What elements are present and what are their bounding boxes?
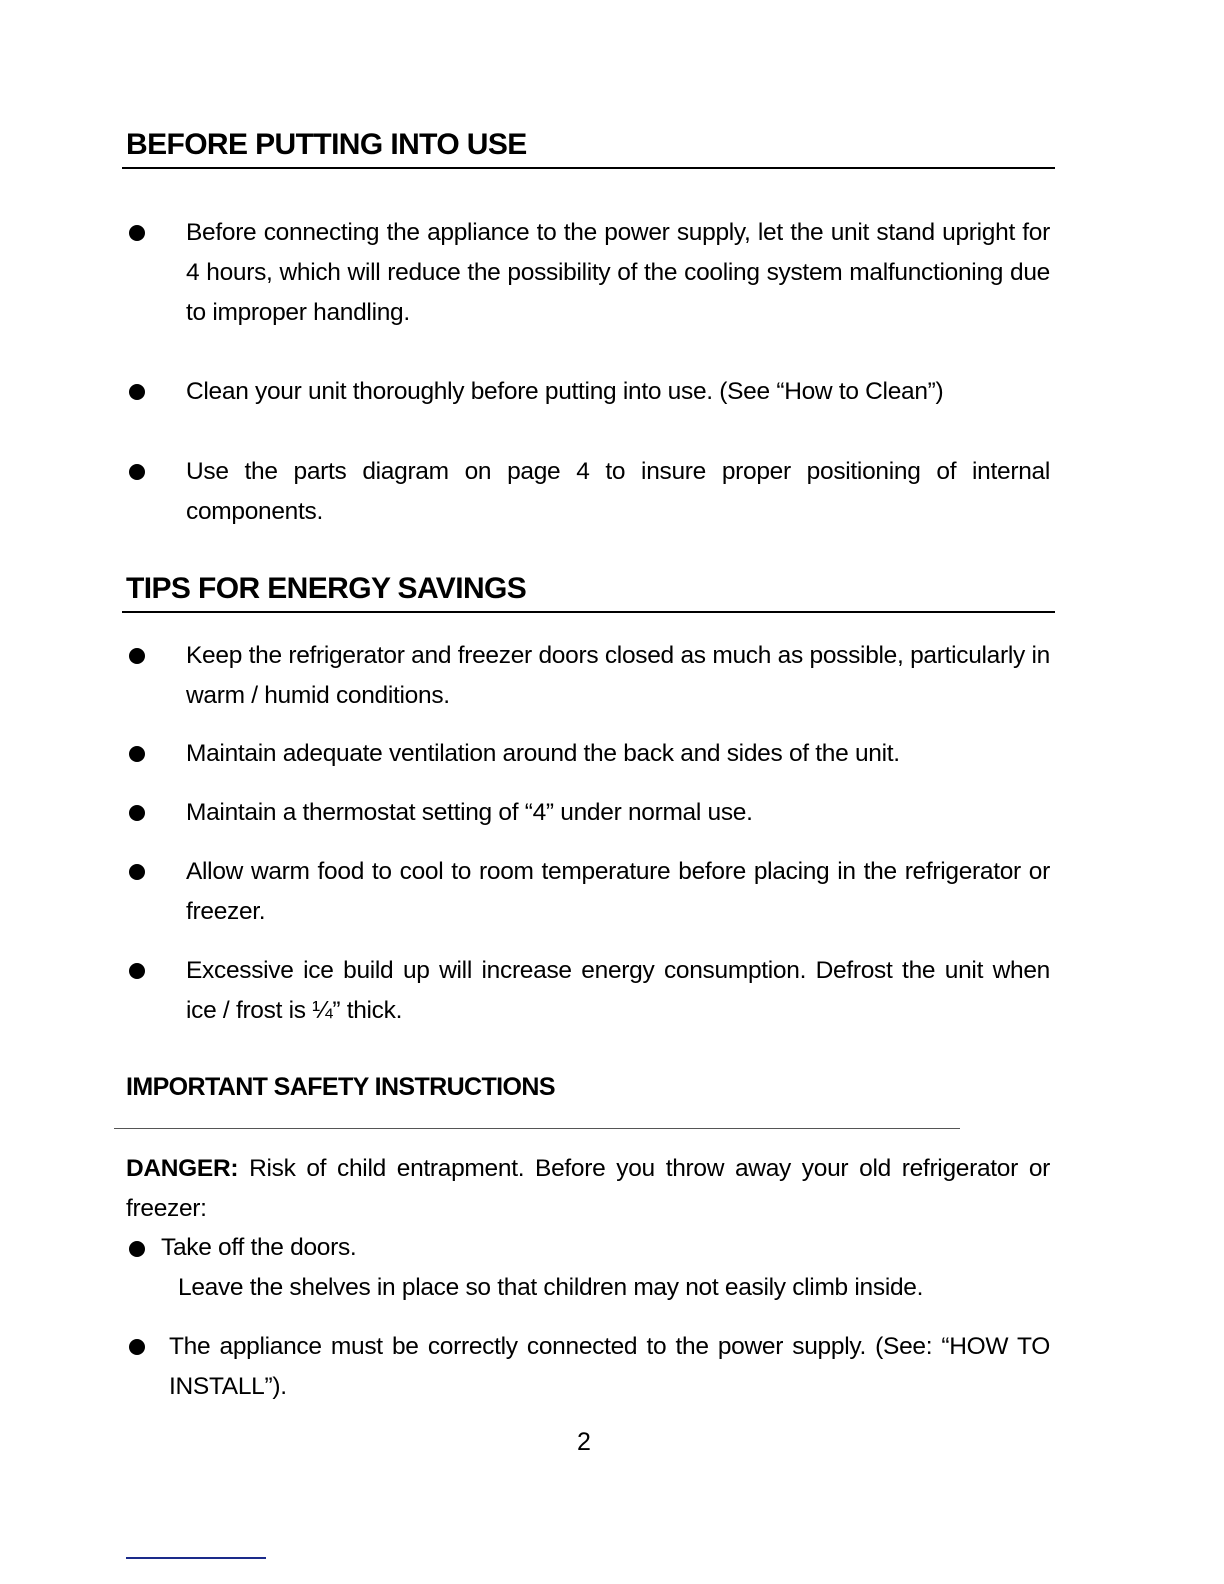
section-divider — [122, 167, 1055, 169]
list-item: The appliance must be correctly connected to the power supply. (See: “HOW TO INSTALL”). — [169, 1333, 1050, 1400]
section-title-energy-tips: TIPS FOR ENERGY SAVINGS — [126, 572, 527, 605]
danger-text: Risk of child entrapment. Before you throw away your old refrigerator or freezer: — [126, 1155, 1050, 1222]
section-title-safety: IMPORTANT SAFETY INSTRUCTIONS — [126, 1073, 555, 1101]
list-item-note: Leave the shelves in place so that children may not easily climb inside. — [178, 1274, 924, 1301]
list-item: Before connecting the appliance to the power supply, let the unit stand upright for 4 hours, which will reduce the possibility of the cooling system malfunctioning due to improper handling. — [186, 219, 1050, 326]
bullet-icon — [129, 225, 145, 241]
bullet-icon — [129, 1339, 145, 1355]
section-divider — [122, 611, 1055, 613]
page-number: 2 — [577, 1428, 591, 1456]
list-item: Take off the doors. — [161, 1234, 357, 1261]
list-item: Clean your unit thoroughly before putting into use. (See “How to Clean”) — [186, 378, 944, 405]
footer-divider — [126, 1557, 266, 1559]
bullet-icon — [129, 648, 145, 664]
bullet-icon — [129, 805, 145, 821]
bullet-icon — [129, 384, 145, 400]
section-divider — [114, 1128, 960, 1129]
list-item: Allow warm food to cool to room temperature before placing in the refrigerator or freezer. — [186, 858, 1050, 925]
list-item: Excessive ice build up will increase energy consumption. Defrost the unit when ice / frost is ¼” thick. — [186, 957, 1050, 1024]
bullet-icon — [129, 864, 145, 880]
bullet-icon — [129, 464, 145, 480]
list-item: Use the parts diagram on page 4 to insure proper positioning of internal components. — [186, 458, 1050, 525]
danger-paragraph — [126, 1149, 1050, 1229]
bullet-icon — [129, 1241, 145, 1257]
bullet-icon — [129, 746, 145, 762]
list-item: Maintain adequate ventilation around the back and sides of the unit. — [186, 740, 900, 767]
list-item: Keep the refrigerator and freezer doors closed as much as possible, particularly in warm / humid conditions. — [186, 642, 1050, 709]
list-item: Maintain a thermostat setting of “4” under normal use. — [186, 799, 753, 826]
danger-label: DANGER: — [126, 1155, 239, 1182]
section-title-before-use: BEFORE PUTTING INTO USE — [126, 128, 527, 161]
bullet-icon — [129, 963, 145, 979]
